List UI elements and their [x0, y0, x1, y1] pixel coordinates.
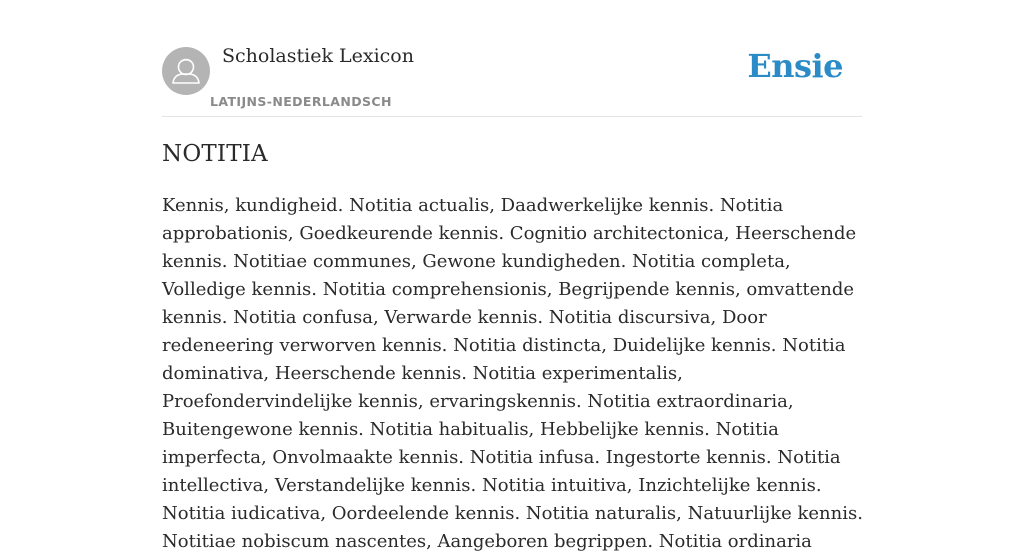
brand-logo[interactable]: Ensie: [747, 47, 843, 85]
avatar[interactable]: [162, 47, 210, 95]
entry-title: NOTITIA: [162, 141, 268, 167]
source-title[interactable]: Scholastiek Lexicon: [222, 45, 414, 67]
source-header: [162, 0, 862, 117]
user-avatar-icon: [162, 47, 210, 95]
source-subtitle: LATIJNS-NEDERLANDSCH: [210, 94, 392, 109]
entry-body: Kennis, kundigheid. Notitia actualis, Daadwerkelijke kennis. Notitia approbationis, Goedkeurende kennis. Cognitio architectonica, Heerschende kennis. Notitiae communes, Gewone kundigheden. Notitia completa, Volledige kennis. Notitia comprehensionis, Begrijpende kennis, omvattende kennis. Notitia confusa, Verwarde kennis. Notitia discursiva, Door redeneering verworven kennis. Notitia distincta, Duidelijke kennis. Notitia dominativa, Heerschende kennis. Notitia experimentalis, Proefondervindelijke kennis, ervaringskennis. Notitia extraordinaria, Buitengewone kennis. Notitia habitualis, Hebbelijke kennis. Notitia imperfecta, Onvolmaakte kennis. Notitia infusa. Ingestorte kennis. Notitia intellectiva, Verstandelijke kennis. Notitia intuitiva, Inzichtelijke kennis. Notitia iudicativa, Oordeelende kennis. Notitia naturalis, Natuurlijke kennis. Notitiae nobiscum nascentes, Aangeboren begrippen. Notitia ordinaria: [162, 195, 863, 552]
